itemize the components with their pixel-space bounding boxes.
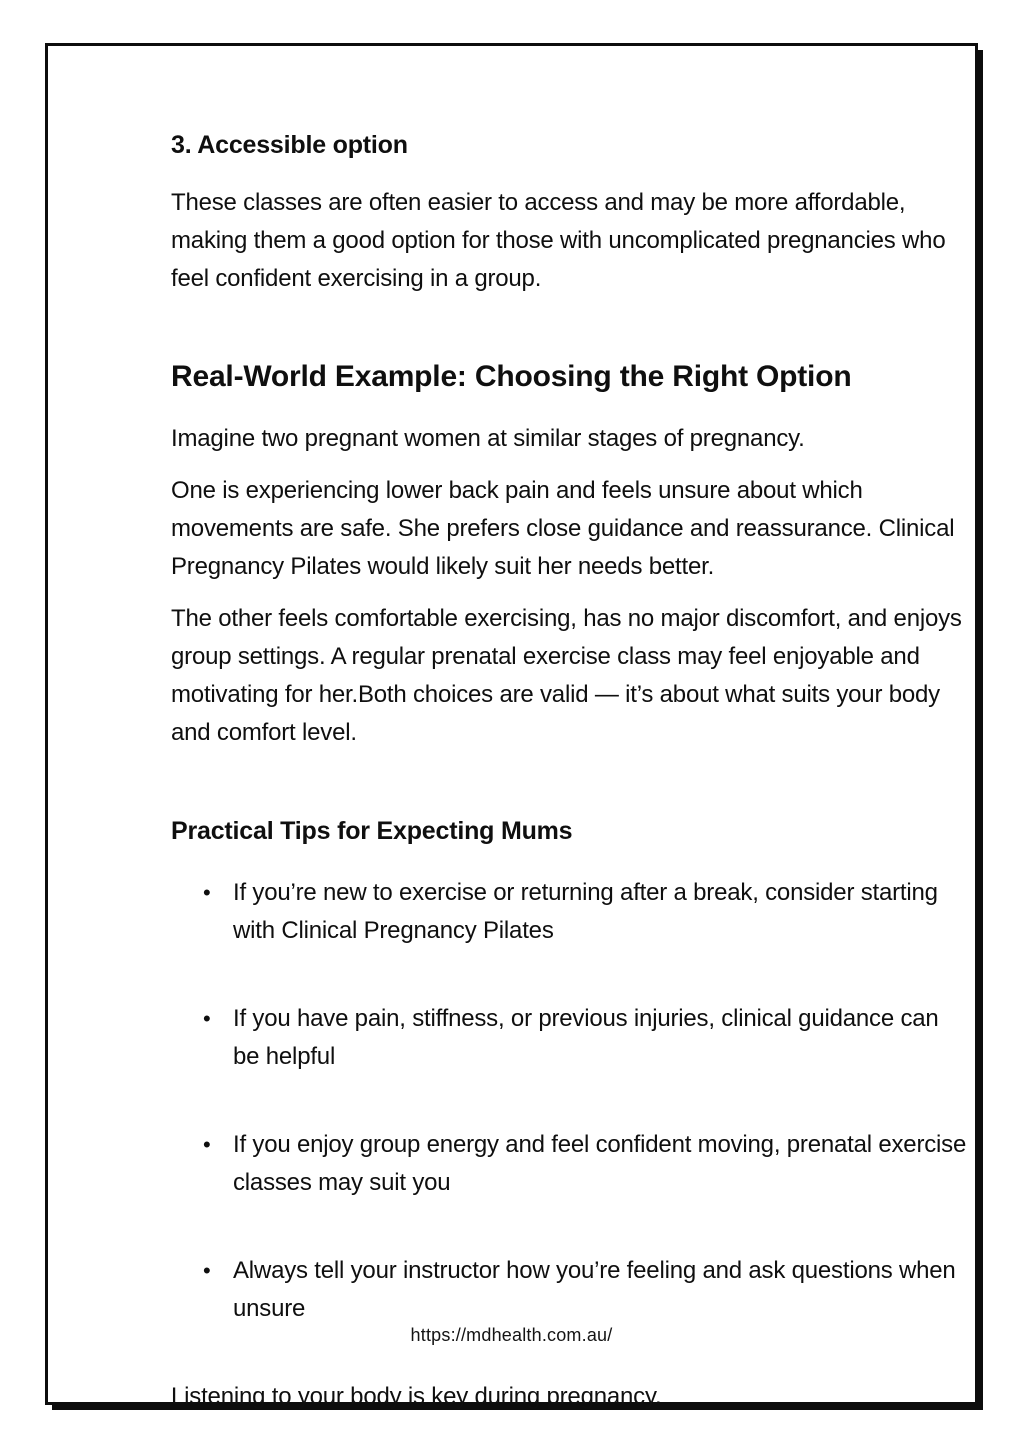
tips-list [171, 874, 971, 1328]
bullet-icon: • [203, 1257, 211, 1283]
paragraph-example-woman-one: One is experiencing lower back pain and feels unsure about which movements are safe. She prefers close guidance and reassurance. Clinical Pregnancy Pilates would likely suit her needs better. [171, 476, 955, 580]
bullet-icon: • [203, 879, 211, 905]
document-content [171, 46, 971, 1416]
list-item [171, 874, 971, 950]
paragraph-example-intro: Imagine two pregnant women at similar stages of pregnancy. [171, 424, 805, 452]
paragraph-example-woman-two: The other feels comfortable exercising, has no major discomfort, and enjoys group settings. A regular prenatal exercise class may feel enjoyable and motivating for her.Both choices are valid — it’s about what suits your body and comfort level. [171, 604, 962, 746]
bullet-icon: • [203, 1005, 211, 1031]
list-item [171, 1252, 971, 1328]
footer [48, 1325, 975, 1346]
bullet-icon: • [203, 1131, 211, 1157]
section-heading-real-world-example: Real-World Example: Choosing the Right Option [171, 360, 852, 393]
paragraph-closing: Listening to your body is key during pregnancy. [171, 1382, 662, 1410]
footer-url-link[interactable]: https://mdhealth.com.au/ [410, 1325, 613, 1345]
paragraph-accessible-option: These classes are often easier to access and may be more affordable, making them a good option for those with uncomplicated pregnancies who feel confident exercising in a group. [171, 189, 946, 292]
section-heading-practical-tips: Practical Tips for Expecting Mums [171, 816, 573, 845]
list-item [171, 1000, 971, 1076]
list-item-text: If you have pain, stiffness, or previous injuries, clinical guidance can be helpful [233, 1004, 939, 1070]
page-border [45, 43, 978, 1410]
list-item [171, 1126, 971, 1202]
section-heading-accessible-option: 3. Accessible option [171, 131, 408, 159]
list-item-text: If you’re new to exercise or returning after a break, consider starting with Clinical Pregnancy Pilates [233, 878, 938, 944]
list-item-text: If you enjoy group energy and feel confident moving, prenatal exercise classes may suit you [233, 1130, 967, 1196]
list-item-text: Always tell your instructor how you’re feeling and ask questions when unsure [233, 1256, 956, 1322]
